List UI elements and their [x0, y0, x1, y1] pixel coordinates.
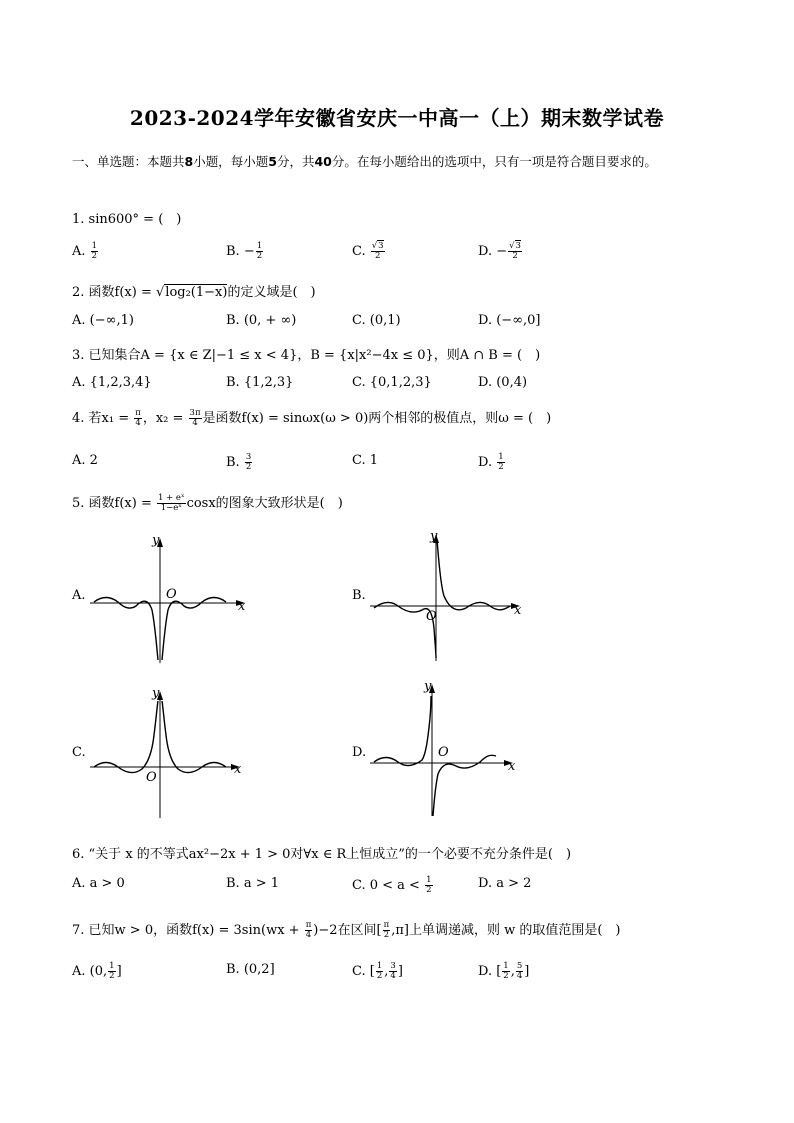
option-c: C. {0,1,2,3} [352, 375, 432, 390]
axis-x-label: x [238, 599, 246, 614]
option-a: A. a > 0 [72, 876, 125, 891]
option-b: B. a > 1 [226, 876, 279, 891]
page-title: 2023-2024学年安徽省安庆一中高一（上）期末数学试卷 [129, 106, 665, 130]
question-6: 6. “关于 x 的不等式ax²−2x + 1 > 0对∀x ∈ R上恒成立”的一个必要不充分条件是( ) [72, 847, 572, 862]
option-a: A. (0, $\frac{1}{2}$ ] [72, 961, 122, 981]
graph-d-label: D. [352, 745, 367, 760]
axis-y-label: y [152, 686, 160, 701]
origin-label: O [426, 609, 437, 624]
origin-label: O [146, 770, 157, 785]
option-b: B. (0,2] [226, 962, 275, 977]
graph-a-label: A. [72, 588, 86, 603]
option-c: C. 1 [352, 453, 379, 468]
axis-x-label: x [514, 603, 522, 618]
option-a: A. {1,2,3,4} [72, 375, 152, 390]
question-5: 5. 函数f(x) = $\frac{\text{1 + eˣ}}{\text{1−eˣ}}$ cosx的图象大致形状是( ) [72, 493, 343, 513]
option-d: D. (0,4) [478, 375, 528, 390]
option-b: B. $\frac{3}{2}$ [226, 452, 252, 472]
graph-b-label: B. [352, 588, 366, 603]
question-7: 7. 已知w > 0，函数f(x) = 3sin(wx + $\frac{\pi}{4}$ )−2在区间[ $\frac{\pi}{2}$ ,π]上单调递减，则 w 的取值范围是( ) [72, 920, 621, 940]
q7-options [72, 962, 732, 988]
option-c: C. (0,1) [352, 313, 401, 328]
option-a: A. 2 [72, 453, 98, 468]
graph-a [90, 530, 250, 665]
question-2: 2. 函数f(x) = √log₂(1−x)的定义域是( ) [72, 285, 316, 300]
q2-options [72, 313, 732, 339]
option-a: A. (−∞,1) [72, 313, 134, 328]
option-d: D. [ $\frac{1}{2}$ , $\frac{5}{4}$ ] [478, 961, 530, 981]
option-b: B. (0, + ∞) [226, 313, 297, 328]
graph-b [370, 528, 530, 663]
origin-label: O [166, 587, 177, 602]
question-3: 3. 已知集合A = {x ∈ Z|−1 ≤ x < 4}，B = {x|x²−4x ≤ 0}，则A ∩ B = ( ) [72, 348, 541, 363]
axis-y-label: y [152, 533, 160, 548]
option-d: D. − $\frac{√3}{2}$ [478, 241, 521, 261]
option-d: D. $\frac{1}{2}$ [478, 452, 504, 472]
question-1: 1. sin600° = ( ) [72, 212, 182, 227]
graph-c-label: C. [72, 745, 86, 760]
option-b: B. − $\frac{1}{2}$ [226, 241, 263, 261]
option-d: D. (−∞,0] [478, 313, 541, 328]
axis-x-label: x [508, 759, 516, 774]
option-d: D. a > 2 [478, 876, 532, 891]
q6-options [72, 876, 732, 902]
axis-y-label: y [430, 529, 438, 544]
origin-label: O [438, 745, 449, 760]
q3-options [72, 375, 732, 401]
option-c: C. [ $\frac{1}{2}$ , $\frac{3}{4}$ ] [352, 961, 403, 981]
graph-c [90, 685, 250, 820]
axis-y-label: y [424, 679, 432, 694]
section-header: 一、单选题：本题共8小题，每小题5分，共40分。在每小题给出的选项中，只有一项是符合题目要求的。 [72, 154, 657, 169]
axis-x-label: x [234, 762, 242, 777]
q1-options [72, 242, 732, 268]
q4-options [72, 453, 732, 479]
option-b: B. {1,2,3} [226, 375, 294, 390]
graph-d [370, 678, 530, 818]
option-c: C. 0 < a < $\frac{1}{2}$ [352, 875, 432, 895]
question-4: 4. 若x₁ = $\frac{\pi}{4}$ ，x₂ = $\frac{3\pi}{4}$ 是函数f(x) = sinωx(ω > 0)两个相邻的极值点，则ω = ( ) [72, 408, 552, 428]
option-a: A. $\frac{1}{2}$ [72, 241, 98, 261]
option-c: C. $\frac{√3}{2}$ [352, 241, 384, 261]
